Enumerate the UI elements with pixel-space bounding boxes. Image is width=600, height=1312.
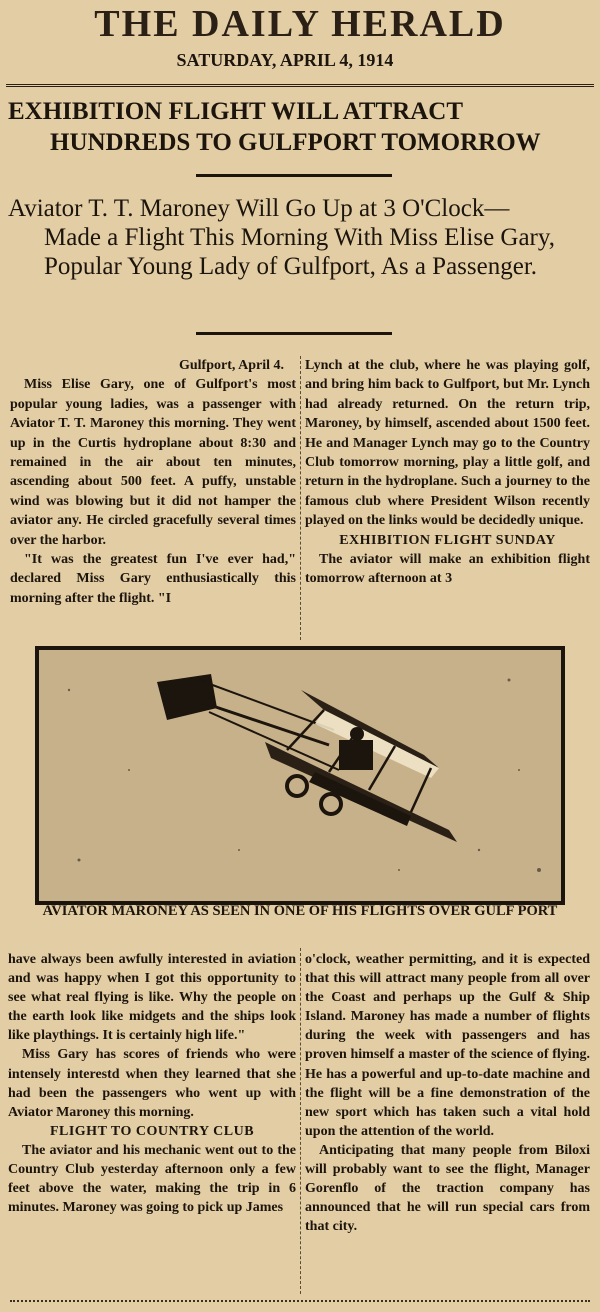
subhead-exhibition-sunday: EXHIBITION FLIGHT SUNDAY [339, 532, 556, 548]
paragraph: Miss Gary has scores of friends who were intensely interestd when they learned that she had been the passengers who went up with Aviator Maroney this morning. [8, 1047, 296, 1120]
paragraph: Anticipating that many people from Biloxi will probably want to see the flight, Manager Gorenflo of the traction company has announced that he will run special cars from that city. [305, 1142, 590, 1235]
masthead-title: THE DAILY HERALD [94, 3, 506, 45]
subhead-country-club: FLIGHT TO COUNTRY CLUB [49, 1123, 255, 1139]
deck-rest: Made a Flight This Morning With Miss Elise Gary, Popular Young Lady of Gulfport, As a Passenger. [44, 224, 556, 280]
headline-rule [196, 174, 392, 177]
paragraph: Miss Elise Gary, one of Gulfport's most popular young ladies, was a passenger with Aviator T. T. Maroney this morning. They went up in the Curtis hydroplane about 8:30 and remained in the air about ten minutes, ascending about 500 feet. A puffy, unstable wind was blowing but it did not hamper the aviator any. He circled gracefully several times over the harbor. [10, 377, 296, 548]
subheadline-deck [8, 194, 588, 281]
issue-date: SATURDAY, APRIL 4, 1914 [176, 50, 394, 70]
column-divider [300, 356, 301, 640]
paragraph: Lynch at the club, where he was playing golf, and bring him back to Gulfport, but Mr. Lynch had already returned. On the return trip, Maroney, by himself, ascended about 1500 feet. He and Manager Lynch may go to the Country Club tomorrow morning, play a little golf, and return in the hydroplane. Such a journey to the famous club where President Wilson recently played on the links would be decidedly unique. [305, 358, 590, 529]
paragraph: o'clock, weather permitting, and it is expected that this will attract many people from all over the Coast and perhaps up the Gulf & Ship Island. Maroney has made a number of flights during the week with passengers and has proven himself a master of the science of flying. He has a powerful and up-to-date machine and the flight will be a fine demonstration of the new sport which has taken such a vital hold upon the attention of the world. [305, 952, 590, 1139]
biplane-icon [39, 650, 561, 901]
column-2-top [305, 356, 590, 589]
column-divider [300, 948, 301, 1294]
paragraph: The aviator will make an exhibition flight tomorrow afternoon at 3 [305, 552, 590, 587]
paragraph: have always been awfully interested in aviation and was happy when I got this opportunity to see what real flying is like. Why the people on the earth look like midgets and the ships look like playthings. It is certainly high life." [8, 952, 296, 1044]
deck-line-1: Aviator T. T. Maroney Will Go Up at 3 O'Clock— [8, 195, 510, 222]
column-2-bottom [305, 950, 590, 1236]
headline [8, 96, 592, 158]
deck-rule [196, 332, 392, 335]
headline-line-2: HUNDREDS TO GULFPORT TOMORROW [50, 129, 541, 156]
headline-line-1: EXHIBITION FLIGHT WILL ATTRACT [8, 98, 464, 125]
masthead-rule [6, 84, 594, 87]
article-dateline: Gulfport, April 4. [178, 358, 284, 373]
column-1-top [10, 356, 296, 608]
biplane-photo [35, 646, 565, 905]
page-bottom-rule [10, 1300, 590, 1302]
paragraph: The aviator and his mechanic went out to the Country Club yesterday afternoon only a few feet above the water, making the trip in 6 minutes. Maroney was going to pick up James [8, 1142, 296, 1216]
photo-caption: AVIATOR MARONEY AS SEEN IN ONE OF HIS FLIGHTS OVER GULF PORT [42, 903, 558, 919]
column-1-bottom [8, 950, 296, 1217]
paragraph: "It was the greatest fun I've ever had," declared Miss Gary enthusiastically this morning after the flight. "I [10, 552, 296, 606]
